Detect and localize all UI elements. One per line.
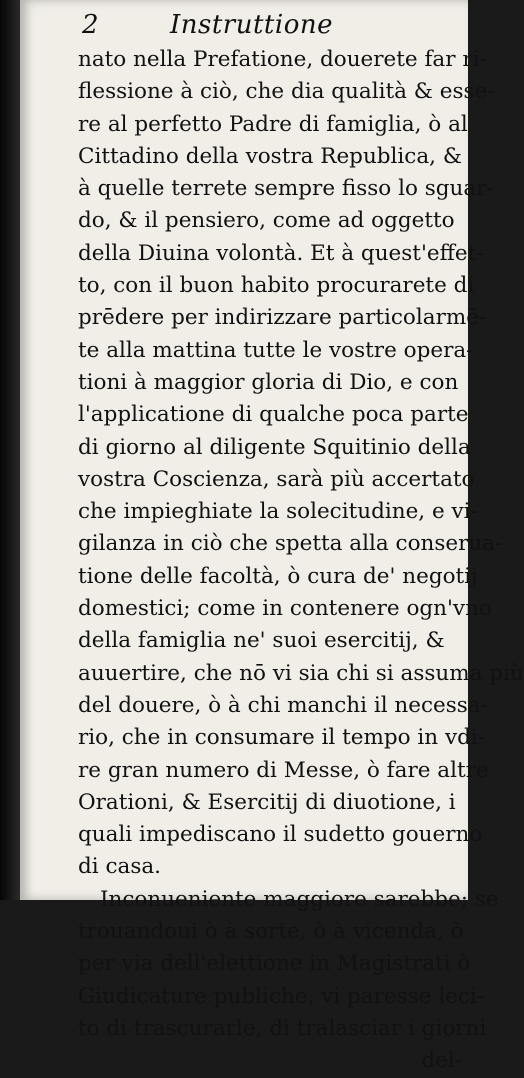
- text-line: Cittadino della vostra Republica, &: [78, 143, 462, 169]
- body-text: [78, 44, 524, 1078]
- text-line: trouandoui ò à sorte, ò à vicenda, ò: [78, 919, 464, 945]
- text-line: re al perfetto Padre di famiglia, ò al: [78, 111, 468, 137]
- text-line: della Diuina volontà. Et à quest'effet-: [78, 240, 484, 266]
- text-line: flessione à ciò, che dia qualità & esse-: [78, 79, 495, 105]
- text-line: rio, che in consumare il tempo in vdi-: [78, 725, 486, 751]
- text-line: te alla mattina tutte le vostre opera-: [78, 337, 474, 363]
- text-line: do, & il pensiero, come ad oggetto: [78, 208, 455, 234]
- text-line: di giorno al diligente Squitinio della: [78, 434, 471, 460]
- text-line: della famiglia ne' suoi esercitij, &: [78, 628, 445, 654]
- text-line: di casa.: [78, 854, 162, 880]
- text-line: re gran numero di Messe, ò fare altre: [78, 757, 489, 783]
- text-line: to di trascurarle, di tralasciar i giorni: [78, 1015, 487, 1041]
- catchword: del-: [421, 1048, 462, 1074]
- text-line: Orationi, & Esercitij di diuotione, i: [78, 789, 456, 815]
- text-line: tioni à maggior gloria di Dio, e con: [78, 369, 459, 395]
- text-line: Giudicature publiche, vi paresse leci-: [78, 983, 484, 1009]
- text-line: del douere, ò à chi manchi il necessa-: [78, 692, 488, 718]
- running-head: Instruttione: [170, 10, 333, 40]
- page-header: [20, 8, 468, 42]
- text-line: gilanza in ciò che spetta alla conserua-: [78, 531, 503, 557]
- page-number: 2: [82, 10, 99, 40]
- text-line: vostra Coscienza, sarà più accertato: [78, 466, 475, 492]
- text-line: auuertire, che nō vi sia chi si assuma più: [78, 660, 524, 686]
- book-gutter: [0, 0, 20, 900]
- paragraph-start-line: Inconueniente maggiore sarebbe; se: [100, 886, 499, 912]
- text-line: domestici; come in contenere ogn'vno: [78, 596, 492, 622]
- text-line: quali impediscano il sudetto gouerno: [78, 822, 483, 848]
- text-line: to, con il buon habito procurarete di: [78, 273, 475, 299]
- text-line: prēdere per indirizzare particolarmē-: [78, 305, 487, 331]
- text-line: tione delle facoltà, ò cura de' negotij: [78, 563, 478, 589]
- text-line: che impieghiate la solecitudine, e vi-: [78, 499, 478, 525]
- book-page: [20, 0, 524, 1074]
- text-line: per via dell'elettione in Magistrati ò: [78, 951, 471, 977]
- text-line: à quelle terrete sempre fisso lo sguar-: [78, 176, 494, 202]
- text-line: nato nella Prefatione, douerete far ri-: [78, 47, 487, 72]
- text-line: l'applicatione di qualche poca parte: [78, 402, 469, 428]
